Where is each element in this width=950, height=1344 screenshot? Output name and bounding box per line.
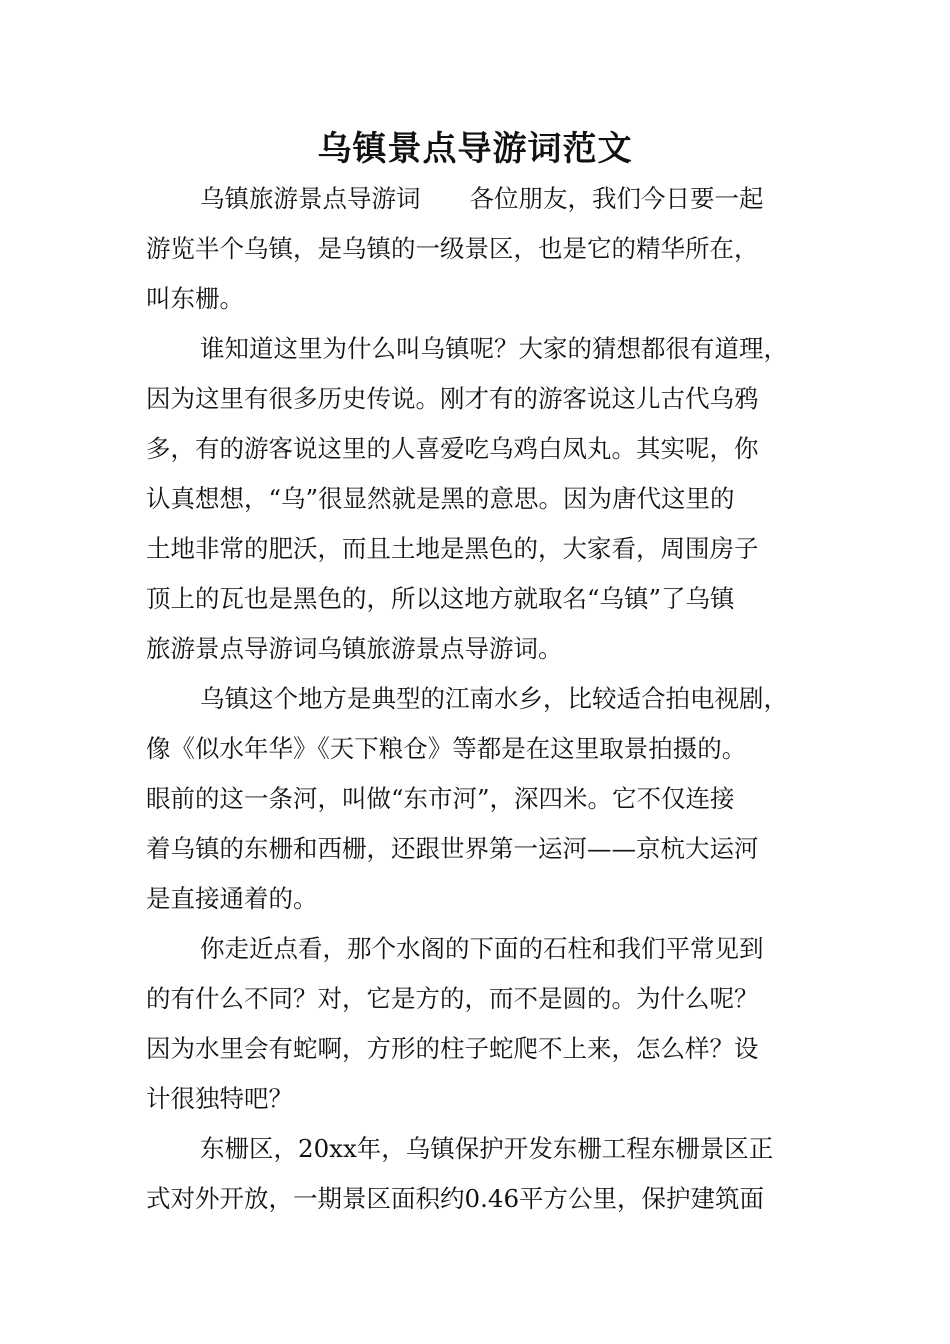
text-line: 叫东栅。 <box>146 284 244 313</box>
text-line: 像《似水年华》《天下粮仓》等都是在这里取景拍摄的。 <box>146 734 747 763</box>
text-line: 谁知道这里为什么叫乌镇呢？大家的猜想都很有道理， <box>200 334 788 363</box>
text-line: 东栅区，20xx年，乌镇保护开发东栅工程东栅景区正 <box>200 1134 774 1163</box>
text-line: 式对外开放，一期景区面积约0.46平方公里，保护建筑面 <box>146 1184 765 1213</box>
text-line: 计很独特吧？ <box>146 1084 293 1113</box>
text-line: 你走近点看，那个水阁的下面的石柱和我们平常见到 <box>200 934 764 963</box>
text-line: 因为水里会有蛇啊，方形的柱子蛇爬不上来，怎么样？设 <box>146 1034 759 1063</box>
text-line: 旅游景点导游词乌镇旅游景点导游词。 <box>146 634 563 663</box>
text-line: 多，有的游客说这里的人喜爱吃乌鸡白凤丸。其实呢，你 <box>146 434 759 463</box>
paragraph <box>146 924 818 1124</box>
paragraph <box>146 1124 818 1224</box>
text-line: 乌镇旅游景点导游词 各位朋友，我们今日要一起 <box>200 184 764 213</box>
text-line: 着乌镇的东栅和西栅，还跟世界第一运河——京杭大运河 <box>146 834 759 863</box>
text-line: 乌镇这个地方是典型的江南水乡，比较适合拍电视剧， <box>200 684 788 713</box>
text-line: 土地非常的肥沃，而且土地是黑色的，大家看，周围房子 <box>146 534 759 563</box>
text-line: 因为这里有很多历史传说。刚才有的游客说这儿古代乌鸦 <box>146 384 759 413</box>
text-line: 眼前的这一条河，叫做“东市河”，深四米。它不仅连接 <box>146 784 735 813</box>
paragraph <box>146 674 818 924</box>
paragraph <box>146 174 818 324</box>
text-line: 是直接通着的。 <box>146 884 318 913</box>
document-title: 乌镇景点导游词范文 <box>317 129 633 169</box>
text-line: 顶上的瓦也是黑色的，所以这地方就取名“乌镇”了乌镇 <box>146 584 735 613</box>
text-line: 的有什么不同？对，它是方的，而不是圆的。为什么呢？ <box>146 984 759 1013</box>
text-line: 认真想想，“乌”很显然就是黑的意思。因为唐代这里的 <box>146 484 735 513</box>
text-line: 游览半个乌镇，是乌镇的一级景区，也是它的精华所在， <box>146 234 759 263</box>
document-body <box>146 174 818 1224</box>
paragraph <box>146 324 818 674</box>
